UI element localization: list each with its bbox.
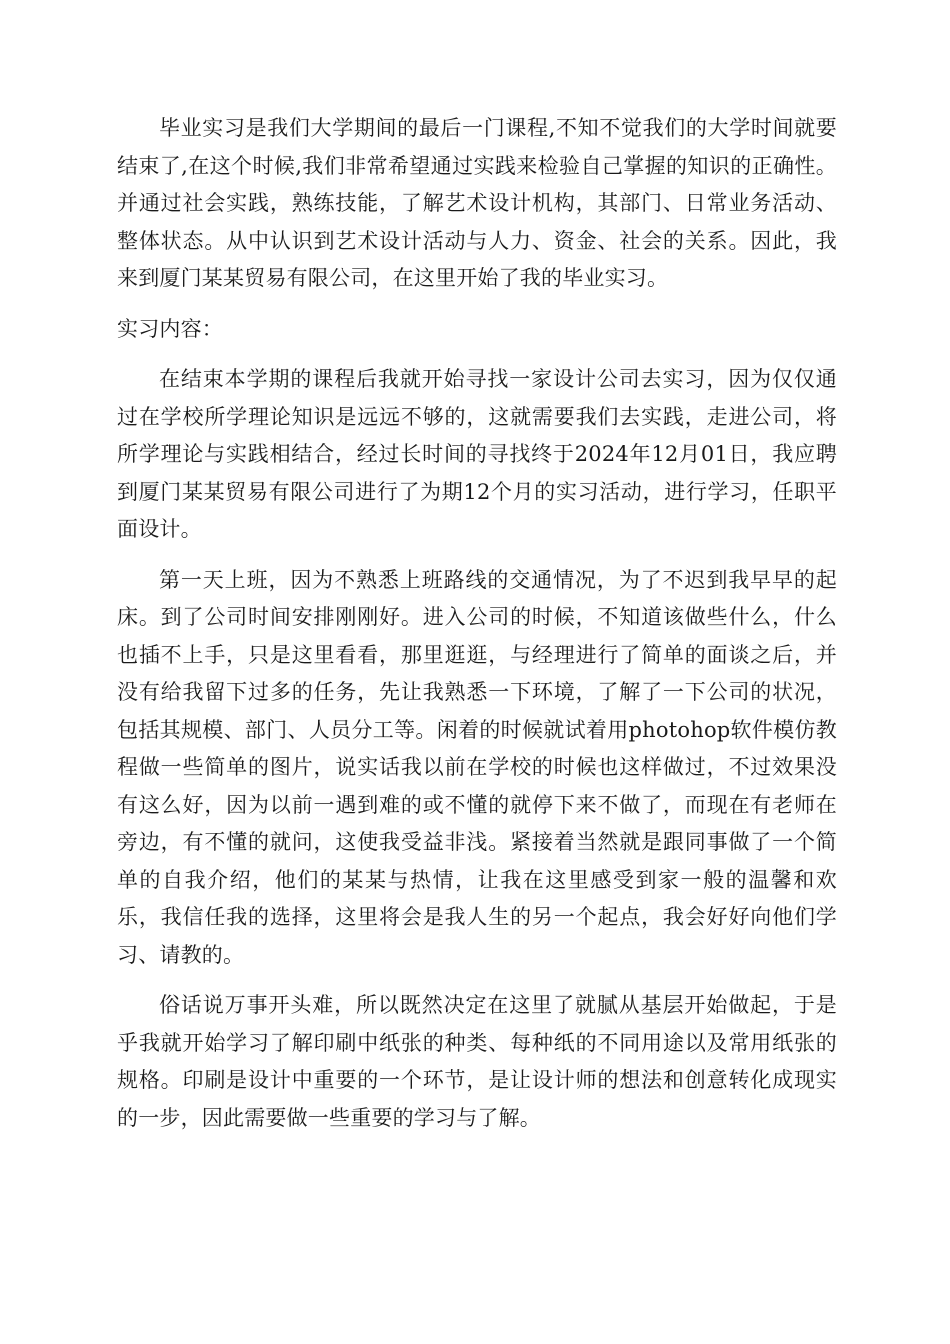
section-heading: 实习内容： — [117, 316, 223, 341]
content-paragraph-2: 第一天上班，因为不熟悉上班路线的交通情况，为了不迟到我早早的起床。到了公司时间安排刚刚好。进入公司的时候，不知道该做些什么，什么也插不上手，只是这里看看，那里逛逛，与经理进行了简单的面谈之后，并没有给我留下过多的任务，先让我熟悉一下环境，了解了一下公司的状况，包括其规模、部门、人员分工等。闲着的时候就试着用photohop软件模仿教程做一些简单的图片，说实话我以前在学校的时候也这样做过，不过效果没有这么好，因为以前一遇到难的或不懂的就停下来不做了，而现在有老师在旁边，有不懂的就问，这使我受益非浅。紧接着当然就是跟同事做了一个简单的自我介绍，他们的某某与热情，让我在这里感受到家一般的温馨和欢乐，我信任我的选择，这里将会是我人生的另一个起点，我会好好向他们学习、请教的。 — [117, 567, 837, 967]
document-page — [117, 110, 837, 1137]
intro-paragraph: 毕业实习是我们大学期间的最后一门课程,不知不觉我们的大学时间就要结束了,在这个时候,我们非常希望通过实践来检验自己掌握的知识的正确性。并通过社会实践，熟练技能，了解艺术设计机构，其部门、日常业务活动、整体状态。从中认识到艺术设计活动与人力、资金、社会的关系。因此，我来到厦门某某贸易有限公司，在这里开始了我的毕业实习。 — [117, 116, 837, 290]
content-paragraph-1: 在结束本学期的课程后我就开始寻找一家设计公司去实习，因为仅仅通过在学校所学理论知识是远远不够的，这就需要我们去实践，走进公司，将所学理论与实践相结合，经过长时间的寻找终于2024年12月01日，我应聘到厦门某某贸易有限公司进行了为期12个月的实习活动，进行学习，任职平面设计。 — [117, 367, 837, 541]
content-paragraph-3: 俗话说万事开头难，所以既然决定在这里了就腻从基层开始做起，于是乎我就开始学习了解印刷中纸张的种类、每种纸的不同用途以及常用纸张的规格。印刷是设计中重要的一个环节，是让设计师的想法和创意转化成现实的一步，因此需要做一些重要的学习与了解。 — [117, 993, 837, 1130]
